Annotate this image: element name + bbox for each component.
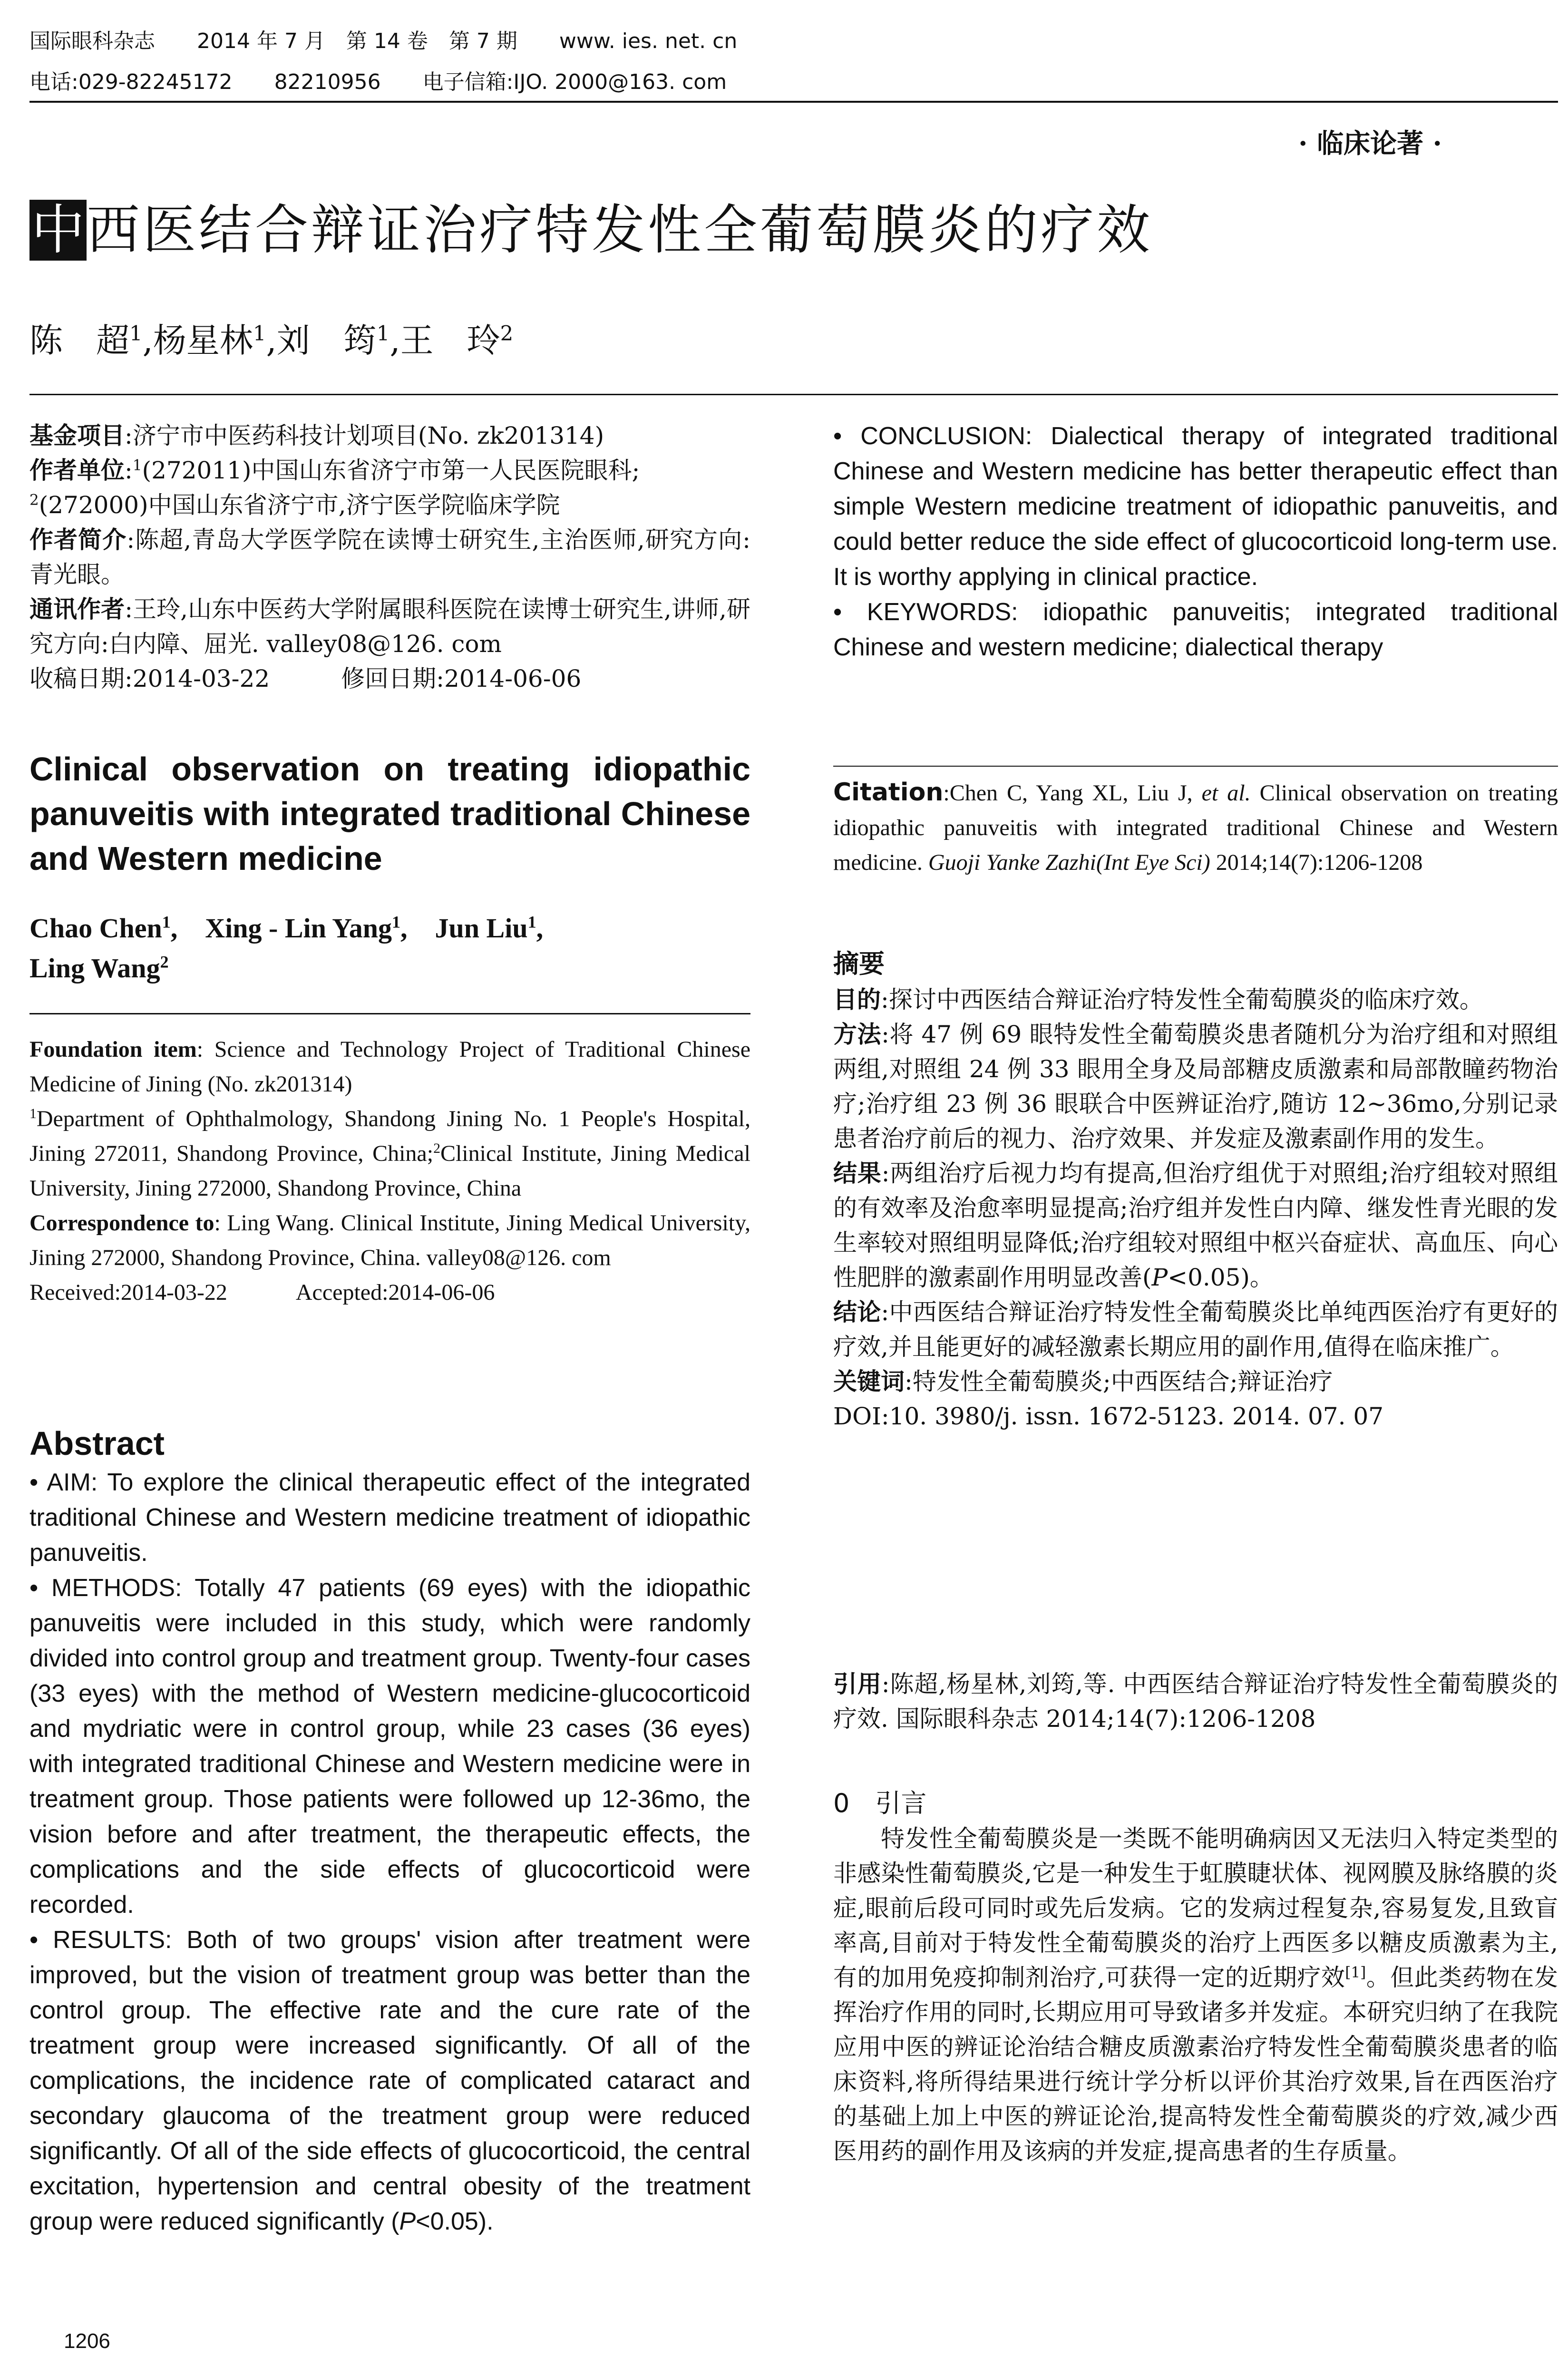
abstract-en-left — [29, 1465, 750, 2239]
article-info-cn: 基金项目:济宁市中医药科技计划项目(No. zk201314) 作者单位:$^1$(272011)中国山东省济宁市第一人民医院眼科; $^2$(272000)中国山东省济宁市,济宁医学院临床学院 作者简介:陈超,青岛大学医学院在读博士研究生,主治医师,研究方向:青光眼。 通讯作者:王玲,山东中医药大学附属眼科医院在读博士研究生,讲师,研究方向:白内障、屈光. valley08@126. com 收稿日期:2014-03-22 修回日期:2014-06-06 — [29, 419, 750, 696]
author-cn-2: 杨星林 — [153, 321, 253, 360]
authors-en-rule — [29, 1013, 750, 1014]
intro-paragraph: 特发性全葡萄膜炎是一类既不能明确病因又无法归入特定类型的非感染性葡萄膜炎,它是一种发生于虹膜睫状体、视网膜及脉络膜的炎症,眼前后段可同时或先后发病。它的发病过程复杂,容易复发,且致盲率高,目前对于特发性全葡萄膜炎的治疗上西医多以糖皮质激素为主,有的加用免疫抑制剂治疗,可获得一定的近期疗效[1]。但此类药物在发挥治疗作用的同时,长期应用可导致诸多并发症。本研究归纳了在我院应用中医的辨证论治结合糖皮质激素治疗特发性全葡萄膜炎患者的临床资料,将所得结果进行统计学分析以评价其治疗效果,旨在西医治疗的基础上加上中医的辨证论治,提高特发性全葡萄膜炎的疗效,减少西医用药的副作用及该病的并发症,提高患者的生存质量。 — [833, 1825, 1558, 2165]
citation-cn: 引用:陈超,杨星林,刘筠,等. 中西医结合辩证治疗特发性全葡萄膜炎的疗效. 国际眼科杂志 2014;14(7):1206-1208 — [833, 1670, 1558, 1733]
author-cn-4: 王 玲 — [400, 321, 500, 360]
abstract-keywords: • KEYWORDS: idiopathic panuveitis; integrated traditional Chinese and western medicine; dialectical therapy — [833, 598, 1558, 661]
header-rule — [29, 101, 1558, 103]
citation-en: Citation:Chen C, Yang XL, Liu J, et al. Clinical observation on treating idiopathic panuveitis with integrated traditional Chinese and Western medicine. Guoji Yanke Zazhi(Int Eye Sci) 2014;14(7):1206-1208 — [833, 778, 1558, 875]
abstract-methods: • METHODS: Totally 47 patients (69 eyes) with the idiopathic panuveitis were included in this study, which were randomly divided into control group and treatment group. Twenty-four cases (33 eyes) with the method of Western medicine-glucocorticoid and mydriatic were in control group, while 23 cases (36 eyes) with integrated traditional Chinese and Western medicine were in treatment group. Those patients were followed up 12-36mo, the vision before and after treatment, the therapeutic effects, the complications and the side effects of glucocorticoid were recorded. — [29, 1574, 750, 1919]
article-title — [29, 200, 1153, 261]
author-cn-1: 陈 超 — [29, 321, 129, 360]
right-column — [833, 419, 1558, 2165]
doi: DOI:10. 3980/j. issn. 1672-5123. 2014. 07. 07 — [833, 1403, 1384, 1430]
english-authors: Chao Chen$^1$, Xing - Lin Yang$^1$, Jun Liu$^1$, Ling Wang$^2$ — [29, 912, 544, 984]
citation-rule — [833, 766, 1558, 767]
abstract-heading: Abstract — [29, 1425, 165, 1462]
abstract-cn: 目的:探讨中西医结合辩证治疗特发性全葡萄膜炎的临床疗效。 方法:将 47 例 69 眼特发性全葡萄膜炎患者随机分为治疗组和对照组两组,对照组 24 例 33 眼用全身及局部糖皮质激素和局部散瞳药物治疗;治疗组 23 例 36 眼联合中医辨证治疗,随访 12~36mo,分别记录患者治疗前后的视力、治疗效果、并发症及激素副作用的发生。 结果:两组治疗后视力均有提高,但治疗组优于对照组;治疗组较对照组的有效率及治愈率明显提高;治疗组并发性白内障、继发性青光眼的发生率较对照组明显降低;治疗组较对照组中枢兴奋症状、高血压、向心性肥胖的激素副作用明显改善(P<0.05)。 结论:中西医结合辩证治疗特发性全葡萄膜炎比单纯西医治疗有更好的疗效,并且能更好的减轻激素长期应用的副作用,值得在临床推广。 关键词:特发性全葡萄膜炎;中西医结合;辩证治疗 DOI:10. 3980/j. issn. 1672-5123. 2014. 07. 07 — [833, 983, 1558, 1434]
abstract-conclusion: • CONCLUSION: Dialectical therapy of integrated traditional Chinese and Western medicine has better therapeutic effect than simple Western medicine treatment of idiopathic panuveitis, and could better reduce the side effect of glucocorticoid long-term use. It is worthy applying in clinical practice. — [833, 422, 1558, 591]
authors-cn: 陈 超$^1$,杨星林$^1$,刘 筠$^1$,王 玲$^2$ — [29, 321, 514, 360]
received-date-cn: 收稿日期:2014-03-22 修回日期:2014-06-06 — [29, 665, 582, 692]
title-initial-block: 中 — [29, 200, 87, 261]
left-column — [29, 419, 751, 2353]
section-tag: · 临床论著 · — [1298, 128, 1442, 159]
abstract-results: • RESULTS: Both of two groups' vision after treatment were improved, but the vision of treatment group was better than the control group. The effective rate and the cure rate of the treatment group were increased significantly. Of all of the complications, the incidence rate of complicated cataract and secondary glaucoma of the treatment group were reduced significantly. Of all of the side effects of glucocorticoid, the central excitation, hypertension and central obesity of the treatment group were reduced significantly (P<0.05). — [29, 1926, 750, 2235]
intro-heading: 0 引言 — [833, 1788, 927, 1818]
abstract-cn-heading: 摘要 — [833, 949, 885, 979]
page-number: 1206 — [64, 2329, 110, 2353]
title-text: 西医结合辩证治疗特发性全葡萄膜炎的疗效 — [87, 199, 1153, 261]
authors-rule — [29, 394, 1558, 395]
journal-header-line1: 国际眼科杂志 2014 年 7 月 第 14 卷 第 7 期 www. ies. net. cn — [29, 29, 738, 53]
article-info-en: Foundation item: Science and Technology Project of Traditional Chinese Medicine of Jining (No. zk201314) $^1$Department of Ophthalmology, Shandong Jining No. 1 People's Hospital, Jining 272011, Shandong Province, China;$^2$Clinical Institute, Jining Medical University, Jining 272000, Shandong Province, China Correspondence to: Ling Wang. Clinical Institute, Jining Medical University, Jining 272000, Shandong Province, China. valley08@126. com Received:2014-03-22 Accepted:2014-06-06 — [29, 1037, 751, 1305]
abstract-aim: • AIM: To explore the clinical therapeutic effect of the integrated traditional Chinese and Western medicine treatment of idiopathic panuveitis. — [29, 1469, 750, 1567]
english-title: Clinical observation on treating idiopathic panuveitis with integrated traditional Chinese and Western medicine — [29, 750, 750, 877]
journal-header-line2: 电话:029-82245172 82210956 电子信箱:IJO. 2000@163. com — [29, 70, 727, 94]
author-cn-3: 刘 筠 — [276, 321, 377, 360]
abstract-en-right — [833, 419, 1558, 665]
